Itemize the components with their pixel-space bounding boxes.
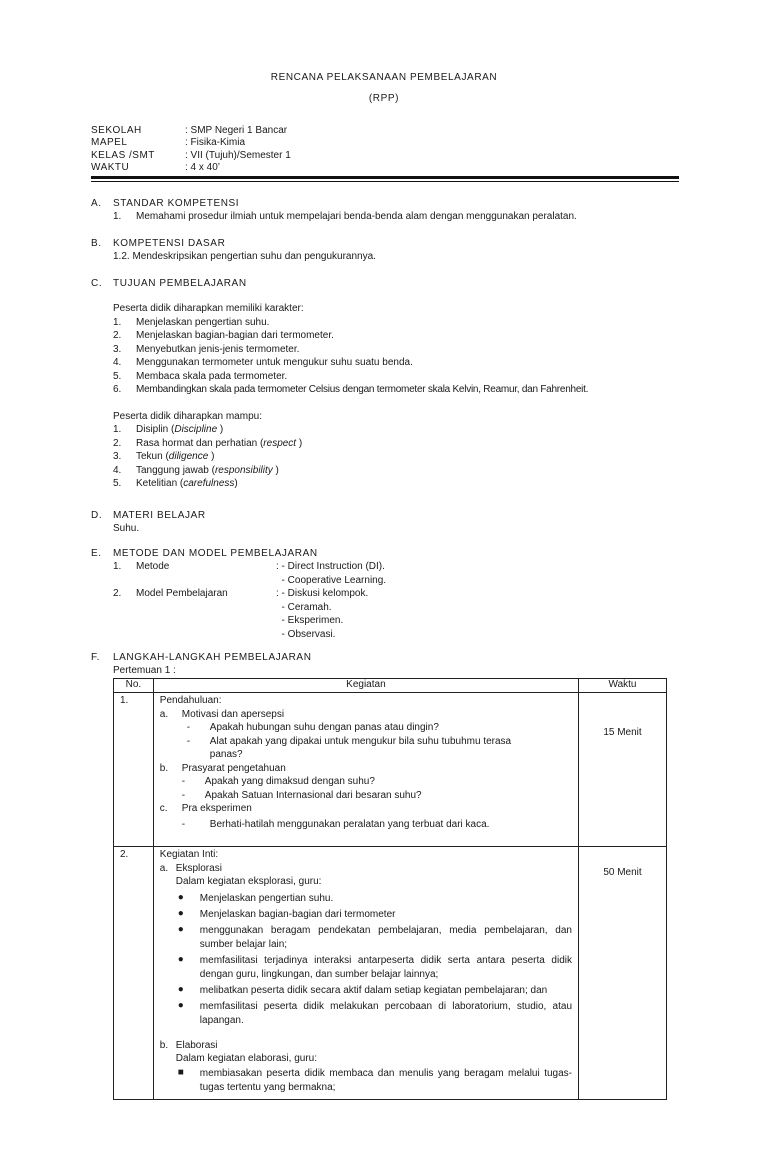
steps-table: [113, 678, 667, 1100]
bullet-icon: ■: [177, 1066, 184, 1078]
list-item: [91, 438, 691, 452]
section-title: TUJUAN PEMBELAJARAN: [113, 278, 247, 289]
section-letter: C.: [91, 278, 103, 289]
bullet-icon: ●: [177, 891, 184, 903]
item-number: 1.: [113, 561, 122, 572]
column-header-no: No.: [114, 679, 154, 693]
list-item: [91, 330, 691, 344]
item-close: ): [275, 464, 279, 476]
section-text-line: [91, 251, 691, 265]
row-number: 2.: [114, 847, 154, 1100]
item-number: 6.: [113, 384, 122, 395]
list-item: [160, 954, 572, 982]
item-term: diligence: [168, 451, 209, 462]
list-item: [91, 478, 691, 492]
list-item: [91, 384, 691, 398]
list-item: [91, 451, 691, 465]
section-letter: F.: [91, 652, 100, 663]
identity-value: : SMP Negeri 1 Bancar: [185, 125, 288, 136]
item-text: Berhati-hatilah menggunakan peralatan yang terbuat dari kaca.: [209, 818, 490, 830]
row-activity: [153, 693, 578, 847]
item-label: Rasa hormat dan perhatian (: [136, 437, 264, 449]
list-item: [160, 892, 572, 906]
item-text: Memahami prosedur ilmiah untuk mempelajari benda-benda alam dengan menggunakan peralatan.: [136, 211, 577, 222]
section-title: STANDAR KOMPETENSI: [113, 198, 240, 209]
sub-heading: [160, 763, 578, 777]
item-number: 3.: [113, 451, 122, 462]
item-text: melibatkan peserta didik secara aktif dalam setiap kegiatan pembelajaran; dan: [199, 984, 548, 996]
method-value: - Observasi.: [276, 628, 336, 640]
list-item: [160, 722, 578, 736]
list-item: [91, 344, 691, 358]
item-close: ): [298, 437, 303, 449]
identity-value: : 4 x 40’: [185, 162, 221, 173]
section-letter: A.: [91, 198, 102, 209]
item-label: Tekun (: [136, 451, 169, 462]
list-item: [160, 984, 572, 998]
item-text: membiasakan peserta didik membaca dan menulis yang beragam melalui tugas-tugas tertentu yang bermakna;: [199, 1067, 572, 1093]
row-number: 1.: [114, 693, 154, 847]
item-term: respect: [263, 437, 297, 449]
item-number: 2.: [113, 330, 122, 341]
identity-key: SEKOLAH: [91, 125, 142, 136]
item-number: 2.: [113, 437, 122, 449]
section-title: LANGKAH-LANGKAH PEMBELAJARAN: [113, 652, 312, 663]
method-value: - Cooperative Learning.: [276, 574, 387, 586]
section-metode-model: [91, 548, 691, 642]
list-item: [160, 776, 578, 790]
sub-heading: [160, 1040, 572, 1054]
item-number: 4.: [113, 464, 122, 476]
intro-line: [91, 411, 691, 425]
list-item: [91, 211, 691, 225]
item-text: Apakah hubungan suhu dengan panas atau dingin?: [209, 722, 439, 733]
row-time: 15 Menit: [579, 693, 667, 847]
identity-value: : VII (Tujuh)/Semester 1: [185, 150, 291, 161]
method-row: [91, 615, 691, 629]
item-number: 5.: [113, 370, 122, 382]
method-value: - Ceramah.: [276, 601, 332, 613]
list-item: [91, 424, 691, 438]
item-number: 3.: [113, 343, 122, 355]
intro-line: [91, 303, 691, 317]
intro-text: Peserta didik diharapkan mampu:: [113, 410, 262, 422]
section-langkah-langkah: [91, 652, 691, 679]
item-number: 5.: [113, 478, 122, 489]
method-label: Metode: [136, 561, 170, 572]
item-text: Menjelaskan bagian-bagian dari termometer: [199, 908, 396, 920]
table-row: [114, 693, 667, 847]
method-value: - Eksperimen.: [276, 615, 344, 626]
sub-letter: a.: [159, 708, 169, 720]
table-row: [114, 847, 667, 1100]
item-text: Menjelaskan pengertian suhu.: [136, 316, 270, 328]
row-time: 50 Menit: [579, 847, 667, 1100]
list-item: [160, 790, 578, 804]
list-item: [91, 357, 691, 371]
list-item: [91, 371, 691, 385]
dash-icon: -: [181, 776, 186, 787]
item-text: Menjelaskan pengertian suhu.: [199, 892, 334, 904]
meeting-label-line: [91, 665, 691, 679]
sub-title: Pra eksperimen: [181, 803, 252, 814]
bullet-icon: ●: [177, 907, 184, 919]
sub-letter: a.: [159, 862, 169, 874]
method-row: [91, 629, 691, 643]
method-value: : - Direct Instruction (DI).: [276, 561, 385, 572]
list-item-continued: [160, 749, 578, 763]
bullet-icon: ●: [177, 923, 184, 935]
section-materi-belajar: [91, 510, 691, 537]
identity-key: MAPEL: [91, 137, 128, 148]
item-text: Membaca skala pada termometer.: [136, 370, 288, 382]
item-label: Tanggung jawab (: [136, 464, 215, 476]
sub-heading: [160, 709, 578, 723]
item-text: Membandingkan skala pada termometer Celsius dengan termometer skala Kelvin, Reamur, dan Fahrenheit.: [136, 384, 589, 395]
method-row: [91, 588, 691, 602]
section-title: METODE DAN MODEL PEMBELAJARAN: [113, 548, 318, 559]
sub-intro-text: Dalam kegiatan elaborasi, guru:: [175, 1053, 317, 1064]
list-item: [91, 317, 691, 331]
meeting-label: Pertemuan 1 :: [113, 665, 176, 676]
item-text: panas?: [209, 749, 243, 760]
document-title: RENCANA PELAKSANAAN PEMBELAJARAN: [270, 72, 498, 83]
item-label: Ketelitian (: [136, 478, 184, 489]
item-text: Alat apakah yang dipakai untuk mengukur bila suhu tubuhmu terasa: [209, 735, 512, 747]
sub-title: Elaborasi: [175, 1039, 218, 1051]
sub-title: Motivasi dan apersepsi: [181, 708, 285, 720]
list-item: [160, 1000, 572, 1028]
item-term: responsibility: [214, 464, 273, 476]
dash-icon: -: [181, 818, 186, 830]
section-heading: [91, 238, 691, 251]
row-activity: [153, 847, 578, 1100]
column-header-waktu: Waktu: [579, 679, 667, 693]
item-text: [136, 465, 279, 476]
activity-heading: Pendahuluan:: [159, 695, 222, 706]
item-text: [136, 451, 214, 462]
section-title: MATERI BELAJAR: [113, 510, 206, 521]
item-term: carefulness: [183, 478, 235, 489]
list-item: [91, 465, 691, 479]
section-letter: E.: [91, 548, 102, 559]
sub-heading: [160, 863, 572, 877]
item-text: Menggunakan termometer untuk mengukur suhu suatu benda.: [136, 357, 413, 368]
identity-key: KELAS /SMT: [91, 150, 155, 161]
item-term: Discipline: [174, 424, 218, 435]
identity-key: WAKTU: [91, 162, 130, 173]
section-letter: B.: [91, 238, 102, 249]
item-text: menggunakan beragam pendekatan pembelajaran, media pembelajaran, dan sumber belajar lain;: [199, 924, 572, 950]
item-number: 2.: [113, 588, 122, 599]
sub-intro: [160, 876, 572, 890]
method-row: [91, 602, 691, 616]
section-standar-kompetensi: [91, 198, 691, 225]
header-rule-thick: [91, 176, 679, 179]
method-row: [91, 575, 691, 589]
section-kompetensi-dasar: [91, 238, 691, 265]
item-text: Apakah Satuan Internasional dari besaran suhu?: [204, 789, 422, 801]
method-row: [91, 561, 691, 575]
bullet-icon: ●: [177, 999, 184, 1011]
section-heading: [91, 278, 691, 291]
section-text-line: [91, 523, 691, 537]
activity-heading: Kegiatan Inti:: [159, 849, 219, 860]
method-value: : - Diskusi kelompok.: [276, 588, 369, 599]
method-label: Model Pembelajaran: [136, 588, 228, 599]
section-letter: D.: [91, 510, 103, 521]
bullet-icon: ●: [177, 983, 184, 995]
item-text: memfasilitasi peserta didik melakukan percobaan di laboratorium, studio, atau lapangan.: [199, 1000, 572, 1026]
item-label: Disiplin (: [136, 424, 175, 435]
item-close: ): [234, 478, 238, 489]
item-number: 1.: [113, 424, 122, 435]
dash-icon: -: [186, 735, 191, 747]
sub-intro: [160, 1053, 572, 1067]
section-heading: [91, 652, 691, 665]
sub-letter: b.: [159, 762, 169, 774]
item-number: 4.: [113, 357, 122, 368]
item-close: ): [211, 451, 215, 462]
section-tujuan-pembelajaran: [91, 278, 691, 492]
list-item: [160, 736, 578, 750]
sub-heading: [160, 803, 578, 817]
item-text: Apakah yang dimaksud dengan suhu?: [204, 776, 375, 787]
section-title: KOMPETENSI DASAR: [113, 238, 226, 249]
item-text: Menyebutkan jenis-jenis termometer.: [136, 343, 300, 355]
dash-icon: -: [186, 722, 191, 733]
list-item: [160, 1067, 572, 1095]
list-item: [160, 924, 572, 952]
sub-title: Prasyarat pengetahuan: [181, 762, 286, 774]
bullet-icon: ●: [177, 953, 184, 965]
document-subtitle: (RPP): [368, 93, 400, 104]
dash-icon: -: [181, 789, 186, 801]
item-text: [136, 438, 302, 449]
section-heading: [91, 198, 691, 211]
identity-value: : Fisika-Kimia: [185, 137, 246, 148]
section-text: 1.2. Mendeskripsikan pengertian suhu dan pengukurannya.: [113, 251, 376, 262]
sub-letter: b.: [159, 1039, 169, 1051]
column-header-kegiatan: Kegiatan: [153, 679, 578, 693]
sub-letter: c.: [159, 803, 168, 814]
sub-intro-text: Dalam kegiatan eksplorasi, guru:: [175, 876, 322, 887]
item-number: 1.: [113, 316, 122, 328]
item-close: ): [219, 424, 224, 435]
item-text: [136, 478, 238, 489]
list-item: [160, 819, 578, 833]
sub-title: Eksplorasi: [175, 862, 222, 874]
section-text: Suhu.: [113, 523, 140, 534]
section-heading: [91, 548, 691, 561]
item-number: 1.: [113, 211, 122, 222]
header-rule-thin: [91, 181, 679, 182]
item-text: Menjelaskan bagian-bagian dari termometer.: [136, 330, 334, 341]
item-text: memfasilitasi terjadinya interaksi antarpeserta didik serta antara peserta didik dengan guru, lingkungan, dan sumber belajar lainnya;: [199, 954, 572, 980]
table-header-row: [114, 679, 667, 693]
section-heading: [91, 510, 691, 523]
intro-text: Peserta didik diharapkan memiliki karakter:: [113, 303, 304, 314]
item-text: [136, 424, 223, 435]
list-item: [160, 908, 572, 922]
